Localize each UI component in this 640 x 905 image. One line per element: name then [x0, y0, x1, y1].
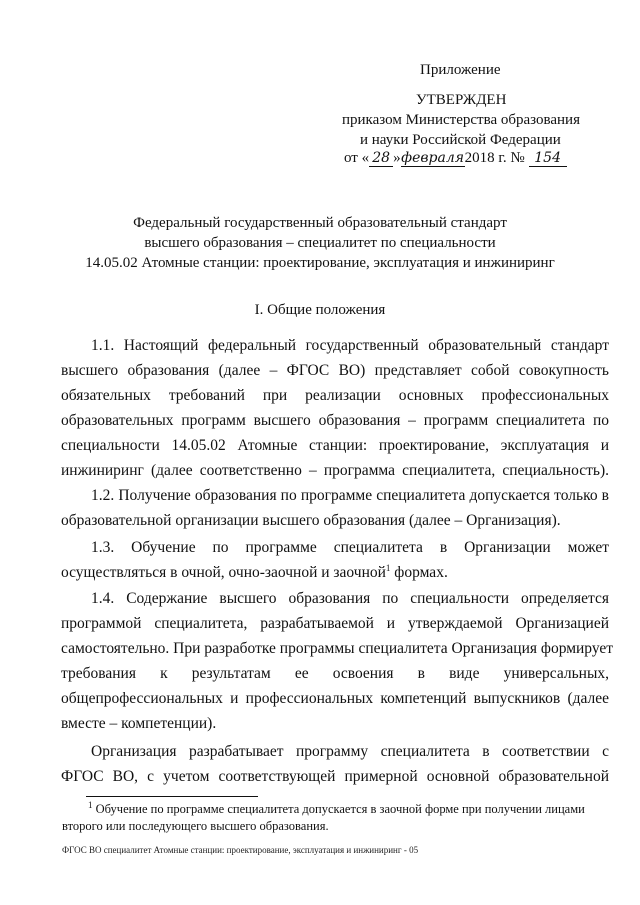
footnote-separator	[86, 796, 258, 797]
appendix-label: Приложение	[420, 62, 501, 78]
footnote-ref: 1	[385, 562, 391, 573]
p15-line-1: Организация разрабатывает программу специалитета в соответствии с	[91, 743, 609, 760]
date-month: февраля	[401, 150, 465, 166]
p14-line-4: требования к результатам ее освоения в виде универсальных,	[61, 665, 609, 682]
p14-line-1: 1.4. Содержание высшего образования по специальности определяется	[91, 590, 609, 607]
p11-line-2: высшего образования (далее – ФГОС ВО) представляет собой совокупность	[61, 362, 609, 379]
footnote-text-1: Обучение по программе специалитета допускается в заочной форме при получении лицами	[92, 802, 585, 816]
p14-line-6: вместе – компетенции).	[61, 715, 217, 732]
order-date-line	[344, 150, 567, 167]
p13-line-2-end: формах.	[390, 564, 448, 581]
p11-line-1: 1.1. Настоящий федеральный государственный образовательный стандарт	[91, 337, 609, 354]
date-prefix: от «	[344, 150, 370, 166]
page-footer: ФГОС ВО специалитет Атомные станции: проектирование, эксплуатация и инжиниринг - 05	[62, 845, 419, 855]
footnote-mark: 1	[88, 799, 93, 810]
order-line-2: и науки Российской Федерации	[360, 132, 561, 148]
order-number: 154	[529, 150, 567, 167]
footnote-line-1	[88, 801, 585, 817]
title-line-1: Федеральный государственный образовательный стандарт	[133, 215, 507, 231]
date-year: 2018 г. №	[464, 150, 525, 166]
approved-label: УТВЕРЖДЕН	[416, 92, 507, 108]
p11-line-6: инжиниринг (далее соответственно – программа специалитета, специальность).	[61, 462, 609, 479]
p11-line-5: специальности 14.05.02 Атомные станции: проектирование, эксплуатация и	[61, 437, 609, 454]
p14-line-3: самостоятельно. При разработке программы специалитета Организация формирует	[61, 640, 614, 657]
date-day: 28	[369, 150, 393, 167]
p11-line-3: обязательных требований при реализации основных профессиональных	[61, 387, 609, 404]
title-line-2: высшего образования – специалитет по специальности	[144, 235, 496, 251]
title-line-3: 14.05.02 Атомные станции: проектирование, эксплуатация и инжиниринг	[85, 255, 555, 271]
p12-line-2: образовательной организации высшего образования (далее – Организация).	[61, 512, 561, 529]
p14-line-2: программой специалитета, разрабатываемой и утверждаемой Организацией	[61, 615, 609, 632]
p14-line-5: общепрофессиональных и профессиональных компетенций выпускников (далее	[61, 690, 609, 707]
p13-line-1: 1.3. Обучение по программе специалитета в Организации может	[91, 539, 609, 556]
p13-line-2	[61, 563, 609, 583]
p12-line-1: 1.2. Получение образования по программе специалитета допускается только в	[91, 487, 609, 504]
section-heading: I. Общие положения	[254, 302, 386, 318]
footnote-line-2: второго или последующего высшего образования.	[62, 819, 329, 833]
p11-line-4: образовательных программ высшего образования – программ специалитета по	[61, 412, 609, 429]
p15-line-2: ФГОС ВО, с учетом соответствующей примерной основной образовательной	[61, 768, 609, 785]
order-line-1: приказом Министерства образования	[342, 112, 580, 128]
p13-line-2-text: осуществляться в очной, очно-заочной и заочной	[61, 564, 386, 581]
date-mid: »	[393, 150, 401, 166]
